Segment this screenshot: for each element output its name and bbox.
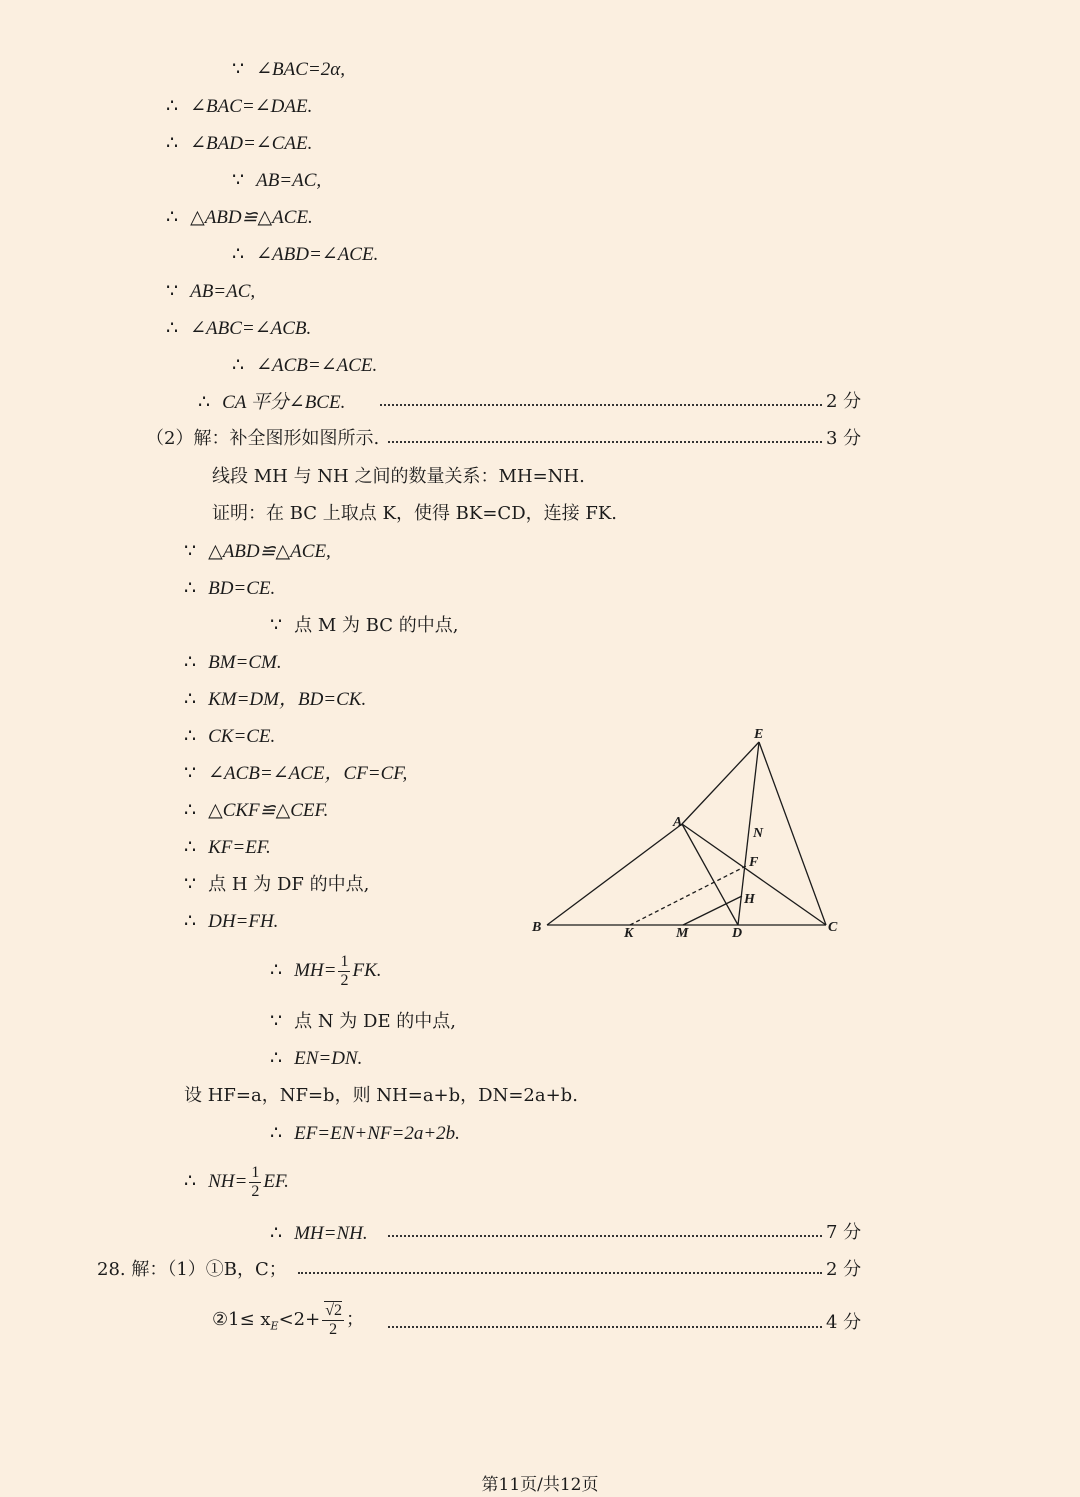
proof-line-15: ∴ BD=CE. [184,577,276,599]
proof-line-17: ∴ BM=CM. [184,651,282,673]
proof-line-24: ∴ DH=FH. [184,910,279,932]
proof-line-26: ∵ 点 N 为 DE 的中点, [270,1010,457,1032]
proof-line-25: ∴ MH= $\frac{1}{2}$ FK. [270,952,382,989]
label-e: E [754,727,764,742]
proof-line-27: ∴ EN=DN. [270,1047,363,1069]
part-2-heading: （2）解：补全图形如图所示. [146,428,380,449]
proof-line-20: ∵ ∠ACB=∠ACE，CF=CF, [184,762,408,784]
label-n: N [753,826,764,841]
label-b: B [532,920,542,935]
label-m: M [676,926,689,941]
label-h: H [744,892,755,907]
proof-line-14: ∵ △ABD≌△ACE, [184,540,331,562]
score-4: 2 分 [826,1259,862,1280]
fraction-half: $\frac{1}{2}$ [340,952,349,989]
segment-ad [682,824,738,925]
segment-mh [683,896,742,925]
label-c: C [828,920,838,935]
fraction-sqrt2-over-2: $\frac{√2}{2}$ [322,1302,344,1339]
proof-line-5: ∴ △ABD≌△ACE. [166,206,313,228]
label-k: K [624,926,634,941]
score-leader-2 [388,441,822,443]
proof-line-31: ∴ MH=NH. [270,1222,368,1244]
score-1: 2 分 [826,391,862,412]
score-2: 3 分 [826,428,862,449]
proof-line-30: ∴ NH= $\frac{1}{2}$ EF. [184,1163,289,1200]
proof-line-18: ∴ KM=DM，BD=CK. [184,688,367,710]
score-5: 4 分 [826,1312,862,1333]
label-a: A [673,815,683,830]
score-3: 7 分 [826,1222,862,1243]
proof-line-21: ∴ △CKF≌△CEF. [184,799,329,821]
proof-line-28: 设 HF=a，NF=b，则 NH=a+b，DN=2a+b. [184,1085,578,1106]
proof-intro: 证明：在 BC 上取点 K，使得 BK=CD，连接 FK. [212,503,618,524]
proof-line-9: ∴ ∠ACB=∠ACE. [232,354,378,376]
proof-line-6: ∴ ∠ABD=∠ACE. [232,243,379,265]
proof-line-1: ∵ ∠BAC=2α, [232,58,345,80]
segment-ba [547,824,682,925]
relation-statement: 线段 MH 与 NH 之间的数量关系：MH=NH. [212,466,585,487]
proof-line-2: ∴ ∠BAC=∠DAE. [166,95,313,117]
score-leader-1 [380,404,822,406]
question-28-part-1: 28. 解：（1）①B，C； [97,1259,287,1280]
question-28-part-2: ②1≤ $x_E<2+$ $\frac{√2}{2}$ ； [212,1301,364,1338]
proof-line-8: ∴ ∠ABC=∠ACB. [166,317,312,339]
proof-line-22: ∴ KF=EF. [184,836,271,858]
segment-ec [759,742,826,925]
geometry-figure [520,720,860,950]
proof-line-19: ∴ CK=CE. [184,725,276,747]
proof-line-16: ∵ 点 M 为 BC 的中点, [270,614,459,636]
score-leader-3 [388,1235,822,1237]
page-footer: 第11页/共12页 [481,1475,599,1495]
label-d: D [732,926,743,941]
proof-line-10: ∴ CA 平分∠BCE. [198,391,346,413]
score-leader-4 [298,1272,822,1274]
score-leader-5 [388,1326,822,1328]
proof-line-7: ∵ AB=AC, [166,280,256,302]
proof-line-3: ∴ ∠BAD=∠CAE. [166,132,313,154]
fraction-half-2: $\frac{1}{2}$ [251,1163,260,1200]
proof-line-4: ∵ AB=AC, [232,169,322,191]
proof-line-29: ∴ EF=EN+NF=2a+2b. [270,1122,460,1144]
label-f: F [749,855,759,870]
segment-kf-dashed [630,866,746,925]
proof-line-23: ∵ 点 H 为 DF 的中点, [184,873,370,895]
segment-ae [682,742,759,824]
